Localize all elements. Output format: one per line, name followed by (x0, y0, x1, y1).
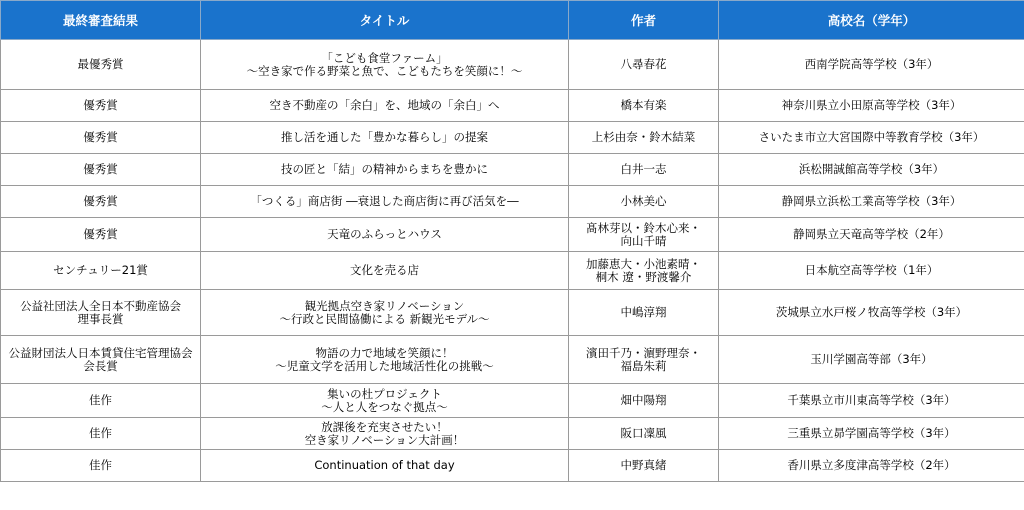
cell-result-line: 優秀賞 (83, 98, 118, 112)
header-result: 最終審査結果 (1, 1, 201, 40)
cell-result-line: 佳作 (89, 393, 112, 407)
cell-title-line: 文化を売る店 (350, 263, 419, 277)
cell-author (569, 418, 719, 450)
cell-author (569, 186, 719, 218)
cell-result (1, 218, 201, 252)
header-author: 作者 (569, 1, 719, 40)
cell-result-line: 理事長賞 (77, 311, 124, 326)
table-row (1, 122, 1024, 154)
cell-school: 千葉県立市川東高等学校（3年） (719, 384, 1024, 418)
cell-author-line: 濱田千乃・濵野理奈・ (586, 345, 701, 360)
cell-school: 西南学院高等学校（3年） (719, 40, 1024, 90)
cell-title-line: ～児童文学を活用した地域活性化の挑戦～ (275, 358, 494, 373)
cell-school: 日本航空高等学校（1年） (719, 252, 1024, 290)
cell-result (1, 122, 201, 154)
cell-author-line: 福島朱莉 (620, 358, 667, 373)
cell-title (201, 418, 569, 450)
cell-title (201, 122, 569, 154)
cell-author-line: 畑中陽翔 (620, 393, 667, 407)
cell-title-line: 技の匠と「結」の精神からまちを豊かに (281, 162, 488, 176)
cell-author (569, 40, 719, 90)
cell-title (201, 290, 569, 336)
cell-result (1, 154, 201, 186)
table-row (1, 90, 1024, 122)
cell-school: 玉川学園高等部（3年） (719, 336, 1024, 384)
table-row (1, 290, 1024, 336)
cell-result (1, 90, 201, 122)
cell-author (569, 450, 719, 482)
header-school: 高校名（学年） (719, 1, 1024, 40)
cell-author-line: 橋本有楽 (620, 98, 667, 112)
cell-title (201, 450, 569, 482)
cell-title-line: 推し活を通した「豊かな暮らし」の提案 (281, 130, 488, 144)
cell-author (569, 122, 719, 154)
cell-author-line: 中野真緒 (620, 458, 667, 472)
cell-author-line: 小林美心 (620, 194, 667, 208)
cell-result (1, 450, 201, 482)
cell-result-line: 公益財団法人日本賃貸住宅管理協会 (8, 345, 193, 360)
table-row (1, 252, 1024, 290)
cell-author (569, 252, 719, 290)
cell-school: 三重県立昴学園高等学校（3年） (719, 418, 1024, 450)
table-body (1, 40, 1024, 482)
cell-result-line: 佳作 (89, 426, 112, 440)
cell-title (201, 90, 569, 122)
cell-title-line: 観光拠点空き家リノベーション (304, 298, 465, 313)
cell-title-line: Continuation of that day (314, 458, 455, 472)
cell-title-line: 空き家リノベーション大計画！ (304, 432, 465, 447)
cell-title-line: 放課後を充実させたい！ (321, 419, 448, 434)
cell-title-line: 「こども食堂ファーム」 (321, 50, 448, 65)
cell-school: 茨城県立水戸桜ノ牧高等学校（3年） (719, 290, 1024, 336)
cell-result (1, 40, 201, 90)
cell-author-line: 加藤恵大・小池素晴・ (586, 256, 701, 271)
cell-result-line: 優秀賞 (83, 130, 118, 144)
cell-author (569, 218, 719, 252)
cell-author-line: 八尋春花 (620, 57, 667, 71)
cell-author (569, 384, 719, 418)
table-row (1, 186, 1024, 218)
cell-title-line: 集いの杜プロジェクト (327, 386, 442, 401)
cell-title (201, 384, 569, 418)
cell-result-line: 佳作 (89, 458, 112, 472)
cell-school: さいたま市立大宮国際中等教育学校（3年） (719, 122, 1024, 154)
cell-school: 浜松開誠館高等学校（3年） (719, 154, 1024, 186)
header-title: タイトル (201, 1, 569, 40)
cell-school: 香川県立多度津高等学校（2年） (719, 450, 1024, 482)
cell-result-line: 優秀賞 (83, 227, 118, 241)
cell-result-line: 会長賞 (83, 358, 118, 373)
cell-school: 静岡県立天竜高等学校（2年） (719, 218, 1024, 252)
cell-author-line: 阪口凜風 (620, 426, 667, 440)
cell-title (201, 218, 569, 252)
table-row (1, 336, 1024, 384)
cell-result-line: 最優秀賞 (77, 57, 124, 71)
cell-author (569, 154, 719, 186)
table-row (1, 418, 1024, 450)
cell-author-line: 上杉由奈・鈴木結菜 (591, 130, 696, 144)
cell-title-line: ～行政と民間協働による 新観光モデル～ (279, 311, 490, 326)
header-row (1, 1, 1024, 40)
table-row (1, 384, 1024, 418)
cell-result-line: 優秀賞 (83, 194, 118, 208)
cell-author-line: 桐木 遼・野渡馨介 (595, 269, 692, 284)
table-row (1, 450, 1024, 482)
cell-author-line: 中嶋淳翔 (620, 305, 667, 319)
cell-school: 静岡県立浜松工業高等学校（3年） (719, 186, 1024, 218)
cell-author-line: 白井一志 (620, 162, 667, 176)
table-row (1, 218, 1024, 252)
cell-title (201, 252, 569, 290)
cell-result (1, 252, 201, 290)
cell-result-line: センチュリー21賞 (53, 263, 148, 277)
cell-title-line: 「つくる」商店街 ―衰退した商店街に再び活気を― (250, 194, 519, 208)
cell-result (1, 336, 201, 384)
cell-title-line: 物語の力で地域を笑顔に！ (315, 345, 454, 360)
cell-title (201, 154, 569, 186)
cell-result (1, 186, 201, 218)
cell-title (201, 336, 569, 384)
cell-result (1, 384, 201, 418)
cell-title-line: ～人と人をつなぐ拠点～ (321, 399, 448, 414)
cell-result-line: 公益社団法人全日本不動産協会 (20, 298, 181, 313)
cell-title-line: ～空き家で作る野菜と魚で、こどもたちを笑顔に！～ (246, 63, 523, 78)
cell-author (569, 336, 719, 384)
table-row (1, 40, 1024, 90)
cell-title-line: 天竜のふらっとハウス (327, 227, 442, 241)
cell-author (569, 290, 719, 336)
cell-title (201, 186, 569, 218)
cell-author-line: 髙林芽以・鈴木心来・ (586, 220, 701, 235)
cell-title-line: 空き不動産の「余白」を、地域の「余白」へ (269, 98, 500, 112)
cell-school: 神奈川県立小田原高等学校（3年） (719, 90, 1024, 122)
cell-author-line: 向山千晴 (620, 233, 667, 248)
cell-title (201, 40, 569, 90)
cell-author (569, 90, 719, 122)
cell-result-line: 優秀賞 (83, 162, 118, 176)
table-row (1, 154, 1024, 186)
cell-result (1, 290, 201, 336)
cell-result (1, 418, 201, 450)
